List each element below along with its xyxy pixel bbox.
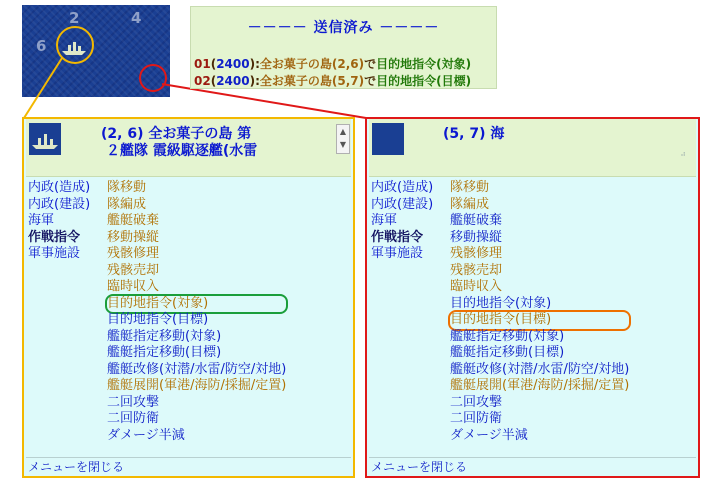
command-item[interactable]: 二回攻撃 (450, 394, 503, 410)
command-item[interactable]: 艦艇指定移動(目標) (450, 345, 565, 360)
category-item[interactable]: 内政(建設) (28, 196, 91, 212)
resize-grip-icon[interactable]: ⣠ (680, 147, 686, 156)
map-number: 4 (131, 9, 142, 27)
category-item[interactable]: 内政(造成) (371, 180, 434, 195)
command-item[interactable]: 残骸修理 (450, 246, 503, 261)
sent-log-panel (190, 6, 497, 89)
category-item[interactable]: 内政(造成) (28, 180, 91, 195)
command-list (450, 180, 629, 444)
category-item[interactable]: 海軍 (371, 213, 398, 228)
command-item[interactable]: 二回防衛 (450, 411, 503, 426)
command-item[interactable]: 残骸売却 (107, 262, 160, 278)
command-item[interactable]: 隊編成 (450, 196, 490, 212)
category-item[interactable]: 軍事施設 (28, 246, 81, 261)
command-item[interactable]: 臨時収入 (450, 279, 503, 294)
scrollbar[interactable]: ▲ ▼ (336, 124, 350, 154)
command-item[interactable]: ダメージ半減 (450, 427, 528, 443)
command-list (107, 180, 286, 444)
left-command-menu (22, 117, 355, 478)
command-item[interactable]: 艦艇展開(軍港/海防/採掘/定置) (450, 378, 630, 393)
command-item[interactable]: 目的地指令(対象) (450, 295, 552, 311)
command-item[interactable]: 艦艇改修(対潜/水雷/防空/対地) (107, 361, 287, 377)
panel-title: (2, 6) 全お菓子の島 第 (101, 126, 252, 142)
command-item[interactable]: 目的地指令(目標) (107, 312, 209, 327)
category-list (371, 180, 433, 263)
log-line: 02(2400):全お菓子の島(5,7)で目的地指令(目標) (194, 74, 472, 88)
ship-icon (29, 123, 61, 155)
command-item[interactable]: 隊編成 (107, 196, 147, 212)
panel-header (369, 119, 696, 177)
command-item[interactable]: 隊移動 (107, 180, 147, 195)
log-line: 01(2400):全お菓子の島(2,6)で目的地指令(対象) (194, 57, 472, 71)
command-item[interactable]: ダメージ半減 (107, 427, 185, 443)
close-menu-link[interactable]: メニューを閉じる (26, 457, 351, 476)
right-command-menu (365, 117, 700, 478)
panel-header (26, 119, 351, 177)
sent-log-header: －－－－ 送信済み －－－－ (247, 20, 440, 36)
category-item[interactable]: 内政(建設) (371, 196, 434, 212)
command-item[interactable]: 移動操縦 (450, 229, 503, 245)
close-menu-link[interactable]: メニューを閉じる (369, 457, 696, 476)
command-item[interactable]: 艦艇指定移動(対象) (107, 328, 222, 344)
map-number: 2 (69, 9, 80, 27)
command-item[interactable]: 艦艇指定移動(目標) (107, 345, 222, 360)
category-item-active[interactable]: 作戦指令 (371, 229, 424, 245)
category-item[interactable]: 軍事施設 (371, 246, 424, 261)
command-item[interactable]: 二回攻撃 (107, 394, 160, 410)
command-item[interactable]: 艦艇破棄 (107, 213, 160, 228)
command-item[interactable]: 隊移動 (450, 180, 490, 195)
command-item[interactable]: 残骸売却 (450, 262, 503, 278)
map-number: 6 (36, 37, 47, 55)
category-item-active[interactable]: 作戦指令 (28, 229, 81, 245)
category-item[interactable]: 海軍 (28, 213, 55, 228)
command-item[interactable]: 艦艇展開(軍港/海防/採掘/定置) (107, 378, 287, 393)
panel-title: (5, 7) 海 (443, 126, 505, 142)
command-item-selected[interactable]: 目的地指令(対象) (107, 296, 286, 313)
command-item[interactable]: 移動操縦 (107, 229, 160, 245)
command-item[interactable]: 艦艇改修(対潜/水雷/防空/対地) (450, 361, 630, 377)
panel-subtitle: ２艦隊 霞級駆逐艦(水雷 (106, 143, 258, 159)
command-item-selected[interactable]: 目的地指令(目標) (450, 312, 629, 329)
command-item[interactable]: 残骸修理 (107, 246, 160, 261)
category-list (28, 180, 90, 263)
sea-tile-icon (372, 123, 404, 155)
command-item[interactable]: 臨時収入 (107, 279, 160, 294)
command-item[interactable]: 艦艇破棄 (450, 213, 503, 228)
command-item[interactable]: 艦艇指定移動(対象) (450, 328, 565, 344)
command-item[interactable]: 二回防衛 (107, 411, 160, 426)
